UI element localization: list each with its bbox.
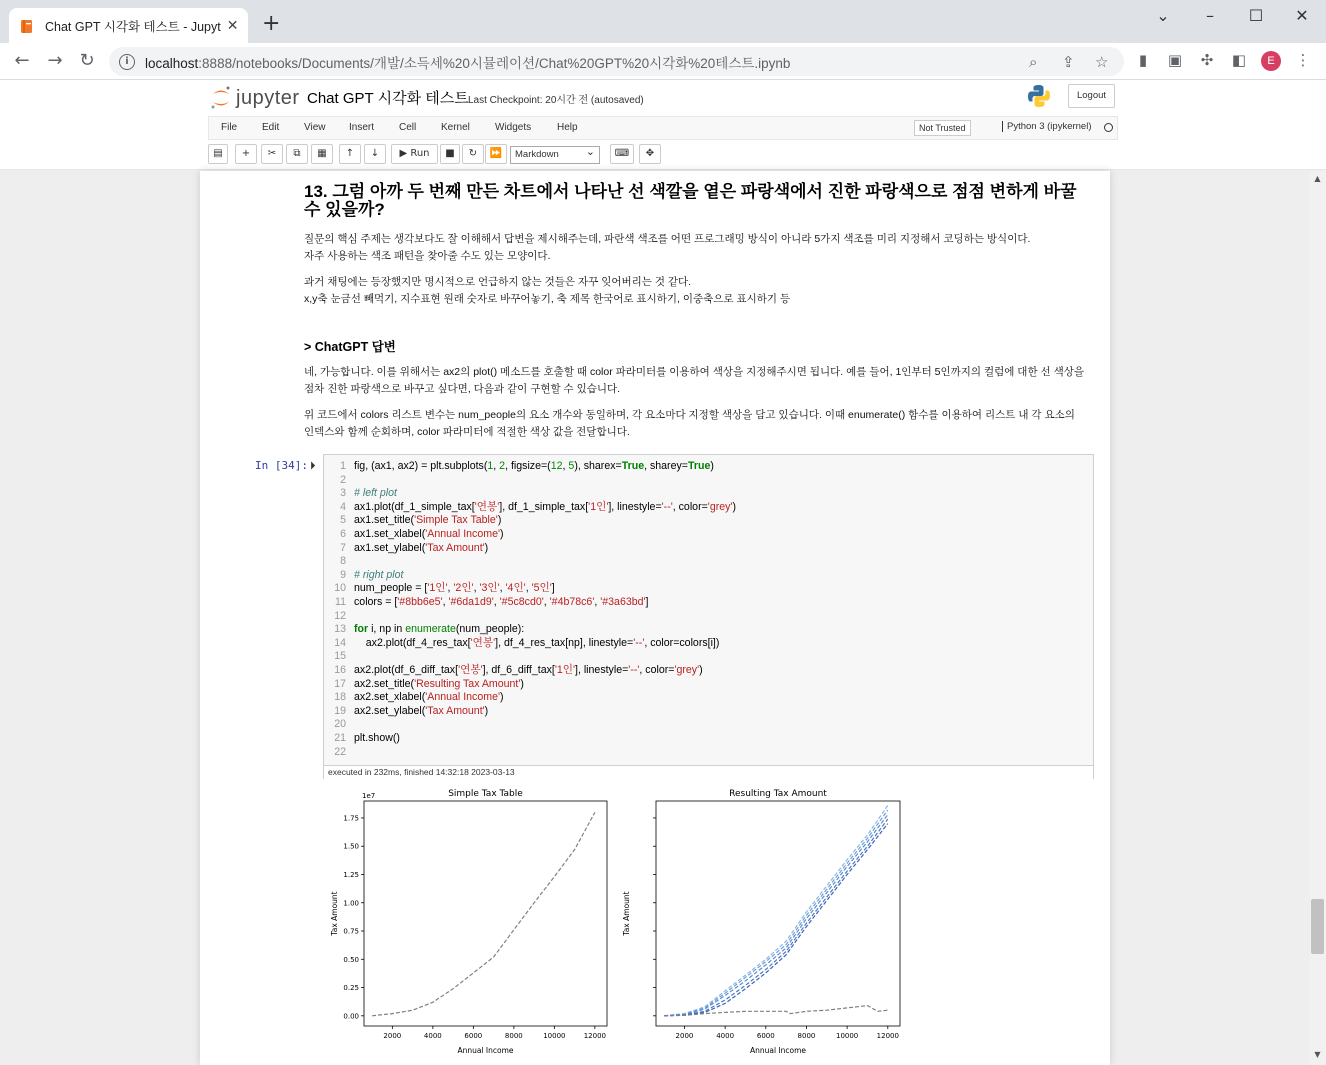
close-tab-icon[interactable]: ✕ (226, 17, 239, 34)
run-icon: ▶ (399, 148, 408, 159)
code-line: for i, np in enumerate(num_people): (354, 623, 525, 636)
x-tick-label: 6000 (756, 1032, 775, 1040)
profile-avatar[interactable]: E (1261, 51, 1281, 71)
code-line (354, 745, 736, 759)
move-up-icon[interactable]: ↑ (339, 144, 361, 164)
line-number: 13 (334, 623, 346, 636)
markdown-paragraph-4 (304, 407, 1094, 440)
code-line (354, 610, 736, 624)
line-number: 9 (340, 568, 346, 581)
line-number: 19 (334, 704, 346, 717)
paragraph-line: 네, 가능합니다. 이를 위해서는 ax2의 plot() 메소드를 호출할 때 color 파라미터를 이용하여 색상을 지정해주시면 됩니다. 예를 들어, 1인부터 5인까지의 컬럼에 대한 선 색상을 (304, 366, 1085, 378)
y-tick-label: 1.25 (343, 870, 359, 879)
jupyter-logo[interactable] (210, 85, 300, 111)
x-axis-label: Annual Income (749, 1046, 807, 1055)
line-number: 7 (340, 541, 346, 554)
close-window-icon[interactable]: ✕ (1295, 6, 1309, 25)
y-tick-label: 1.75 (343, 814, 359, 823)
site-info-icon[interactable]: i (119, 54, 135, 70)
menu-insert[interactable]: Insert (349, 122, 375, 133)
paragraph-line: 위 코드에서 colors 리스트 변수는 num_people의 요소 개수와 동일하며, 각 요소마다 지정할 색상을 담고 있습니다. 이때 enumerate() 함수를 이용하여 리스트 내 각 요소의 (304, 409, 1075, 421)
trust-indicator[interactable]: Not Trusted (914, 120, 971, 136)
scroll-down-icon[interactable]: ▼ (1314, 1050, 1321, 1059)
zoom-icon[interactable]: ⌕ (1029, 53, 1038, 71)
address-bar (0, 43, 1326, 80)
x-tick-label: 2000 (675, 1032, 694, 1040)
command-palette-icon[interactable]: ⌨ (610, 144, 634, 164)
code-line (354, 650, 736, 664)
cell-type-select[interactable]: Markdown ⌄ (510, 146, 600, 164)
minimize-icon[interactable]: – (1206, 6, 1214, 25)
browser-tab-strip (0, 0, 1326, 43)
x-tick-label: 2000 (383, 1032, 402, 1040)
back-icon[interactable]: ← (14, 50, 30, 71)
x-tick-label: 12000 (876, 1032, 899, 1040)
markdown-subheading: > ChatGPT 답변 (304, 340, 396, 354)
line-number: 16 (334, 664, 346, 676)
paragraph-line: 인덱스와 함께 순회하며, color 파라미터에 적절한 색상 값을 전달합니다. (304, 425, 630, 438)
line-number: 18 (334, 691, 346, 704)
x-tick-label: 8000 (797, 1032, 816, 1040)
menu-edit[interactable]: Edit (262, 122, 280, 133)
code-line: fig, (ax1, ax2) = plt.subplots(1, 2, figsize=(12, 5), sharex=True, sharey=True) (354, 460, 714, 472)
maximize-icon[interactable]: ☐ (1248, 6, 1264, 25)
url-input[interactable] (109, 47, 1124, 76)
share-icon[interactable]: ⇪ (1062, 53, 1075, 71)
y-axis-label: Tax Amount (622, 891, 631, 936)
extension-cast-icon[interactable]: ▣ (1167, 51, 1183, 69)
code-line: # right plot (354, 568, 404, 581)
line-number: 11 (335, 596, 346, 608)
code-cell[interactable] (323, 454, 1094, 779)
forward-icon[interactable]: → (47, 50, 63, 71)
y-tick-label: 0.50 (343, 955, 359, 964)
url-path: :8888/notebooks/Documents/개발/소득세%20시뮬레이션/Chat%20GPT%20시각화%20테스트.ipynb (198, 55, 791, 71)
code-line: ax2.set_title('Resulting Tax Amount') (354, 677, 524, 690)
x-tick-label: 8000 (504, 1032, 523, 1040)
code-line: plt.show() (354, 731, 400, 744)
jupyter-logo-icon (210, 85, 232, 111)
line-number: 5 (340, 514, 346, 527)
y-tick-label: 0.25 (343, 984, 359, 993)
line-number: 4 (340, 500, 346, 513)
y-tick-label: 1.00 (343, 899, 359, 908)
x-tick-label: 4000 (716, 1032, 735, 1040)
x-tick-label: 12000 (583, 1032, 606, 1040)
browser-tab[interactable] (9, 8, 248, 43)
run-label: Run (410, 148, 430, 159)
run-cell-icon[interactable]: ⏵ (310, 459, 316, 472)
chart-title: Resulting Tax Amount (729, 789, 827, 799)
plot-output (320, 784, 920, 1055)
line-number: 2 (340, 473, 346, 486)
save-icon[interactable]: ▤ (208, 144, 228, 164)
code-line: ax2.set_ylabel('Tax Amount') (354, 704, 489, 717)
kernel-name[interactable]: Python 3 (ipykernel) (1002, 121, 1091, 132)
scroll-up-icon[interactable]: ▲ (1314, 174, 1321, 183)
paragraph-line: x,y축 눈금선 빼먹기, 지수표현 원래 숫자로 바꾸어놓기, 축 제목 한국어로 표시하기, 이중축으로 표시하기 등 (304, 292, 791, 305)
code-line: ax2.set_xlabel('Annual Income') (354, 691, 504, 704)
code-line: ax1.plot(df_1_simple_tax['연봉'], df_1_simple_tax['1인'], linestyle='--', color='grey') (354, 500, 736, 513)
cut-icon[interactable]: ✂ (261, 144, 283, 164)
menu-file[interactable]: File (221, 122, 238, 133)
menu-cell[interactable]: Cell (399, 122, 417, 133)
y-tick-label: 1.50 (343, 842, 359, 851)
paragraph-line: 자주 사용하는 색조 패턴을 찾아줄 수도 있는 모양이다. (304, 249, 551, 262)
code-line: # left plot (354, 487, 397, 500)
line-number-gutter (324, 455, 350, 765)
restart-run-all-icon[interactable]: ⏩ (485, 144, 507, 164)
kernel-status-icon (1104, 123, 1113, 132)
bookmark-star-icon[interactable]: ☆ (1095, 53, 1109, 71)
menu-view[interactable]: View (304, 122, 326, 133)
line-number: 21 (334, 732, 346, 744)
paste-icon[interactable]: ▦ (311, 144, 333, 164)
line-number: 3 (340, 487, 346, 500)
x-axis-label: Annual Income (457, 1046, 514, 1055)
y-tick-label: 0.00 (343, 1012, 359, 1021)
reload-icon[interactable]: ↻ (79, 50, 95, 71)
menu-help[interactable]: Help (557, 122, 578, 133)
line-number: 14 (334, 636, 346, 649)
interrupt-icon[interactable]: ■ (440, 144, 460, 164)
tab-title: Chat GPT 시각화 테스트 - Jupyt (45, 19, 221, 34)
code-line: ax1.set_title('Simple Tax Table') (354, 514, 502, 527)
y-tick-label: 0.75 (343, 927, 359, 936)
notebook-menubar (208, 116, 1118, 140)
paragraph-line: 점차 진한 파랑색으로 바꾸고 싶다면, 다음과 같이 구현할 수 있습니다. (304, 382, 621, 395)
new-tab-icon[interactable]: + (262, 11, 281, 36)
paragraph-line: 과거 채팅에는 등장했지만 명시적으로 언급하지 않는 것들은 자꾸 잊어버리는 것 같다. (304, 276, 692, 288)
checkpoint-status: Last Checkpoint: 20시간 전 (autosaved) (468, 95, 644, 106)
line-number: 22 (334, 745, 346, 758)
chart-title: Simple Tax Table (448, 789, 523, 799)
move-down-icon[interactable]: ↓ (364, 144, 386, 164)
code-line: ax1.set_ylabel('Tax Amount') (354, 541, 489, 554)
code-line: ax1.set_xlabel('Annual Income') (354, 527, 504, 540)
python-logo-icon (1027, 84, 1051, 108)
y-offset-text: 1e7 (362, 792, 376, 800)
execution-info: executed in 232ms, finished 14:32:18 2023-03-13 (324, 765, 1093, 779)
line-number: 12 (334, 609, 346, 622)
plot-area-frame (364, 801, 607, 1026)
run-button[interactable] (391, 144, 438, 164)
logout-button[interactable]: Logout (1068, 84, 1115, 108)
code-line (354, 474, 736, 488)
chevron-down-icon[interactable]: ⌄ (1156, 6, 1170, 25)
y-axis-label: Tax Amount (330, 891, 339, 936)
code-line: ax2.plot(df_4_res_tax['연봉'], df_4_res_tax[np], linestyle='--', color=colors[i]) (354, 636, 720, 649)
move-cursor-icon[interactable]: ✥ (639, 144, 661, 164)
x-tick-label: 4000 (423, 1032, 442, 1040)
copy-icon[interactable]: ⧉ (286, 144, 308, 164)
code-line: ax2.plot(df_6_diff_tax['연봉'], df_6_diff_tax['1인'], linestyle='--', color='grey') (354, 663, 703, 676)
extension-reader-icon[interactable]: ▮ (1138, 51, 1148, 69)
line-number: 1 (340, 460, 346, 472)
cell-prompt: In [34]: (255, 459, 308, 472)
x-tick-label: 10000 (543, 1032, 566, 1040)
markdown-paragraph-2 (304, 274, 790, 307)
side-panel-icon[interactable]: ◧ (1231, 51, 1247, 69)
more-menu-icon[interactable]: ⋮ (1295, 51, 1311, 69)
restart-icon[interactable]: ↻ (462, 144, 484, 164)
code-line (354, 718, 736, 732)
markdown-paragraph-3 (304, 364, 1094, 397)
menu-widgets[interactable]: Widgets (495, 122, 532, 133)
markdown-heading: 13. 그럼 아까 두 번째 만든 차트에서 나타난 선 색깔을 옅은 파랑색에서 진한 파랑색으로 점점 변하게 바꿀 수 있을까? (304, 182, 1077, 219)
x-tick-label: 10000 (835, 1032, 859, 1040)
line-number: 10 (334, 582, 346, 595)
line-number: 20 (334, 718, 346, 731)
x-tick-label: 6000 (464, 1032, 483, 1040)
jupyter-book-icon (19, 18, 35, 34)
extensions-puzzle-icon[interactable]: ✣ (1200, 51, 1214, 69)
menu-kernel[interactable]: Kernel (441, 122, 470, 133)
code-line (354, 555, 736, 569)
code-line: colors = ['#8bb6e5', '#6da1d9', '#5c8cd0', '#4b78c6', '#3a63bd'] (354, 595, 649, 608)
markdown-paragraph-1 (304, 231, 1030, 264)
code-editor[interactable] (354, 460, 736, 759)
line-number: 8 (340, 555, 346, 568)
scrollbar-thumb[interactable] (1311, 899, 1324, 954)
line-number: 15 (334, 650, 346, 663)
code-line: num_people = ['1인', '2인', '3인', '4인', '5인'] (354, 582, 555, 595)
jupyter-logo-text: jupyter (236, 86, 300, 109)
url-host: localhost (145, 55, 199, 71)
plot-area-frame (656, 801, 900, 1026)
line-number: 6 (340, 528, 346, 540)
insert-cell-icon[interactable]: + (235, 144, 257, 164)
line-number: 17 (334, 677, 346, 690)
notebook-name[interactable]: Chat GPT 시각화 테스트 (307, 90, 469, 107)
paragraph-line: 질문의 핵심 주제는 생각보다도 잘 이해해서 답변을 제시해주는데, 파란색 색조를 어떤 프로그래밍 방식이 아니라 5가지 색조를 미리 지정해서 코딩하는 방식이다. (304, 233, 1031, 245)
